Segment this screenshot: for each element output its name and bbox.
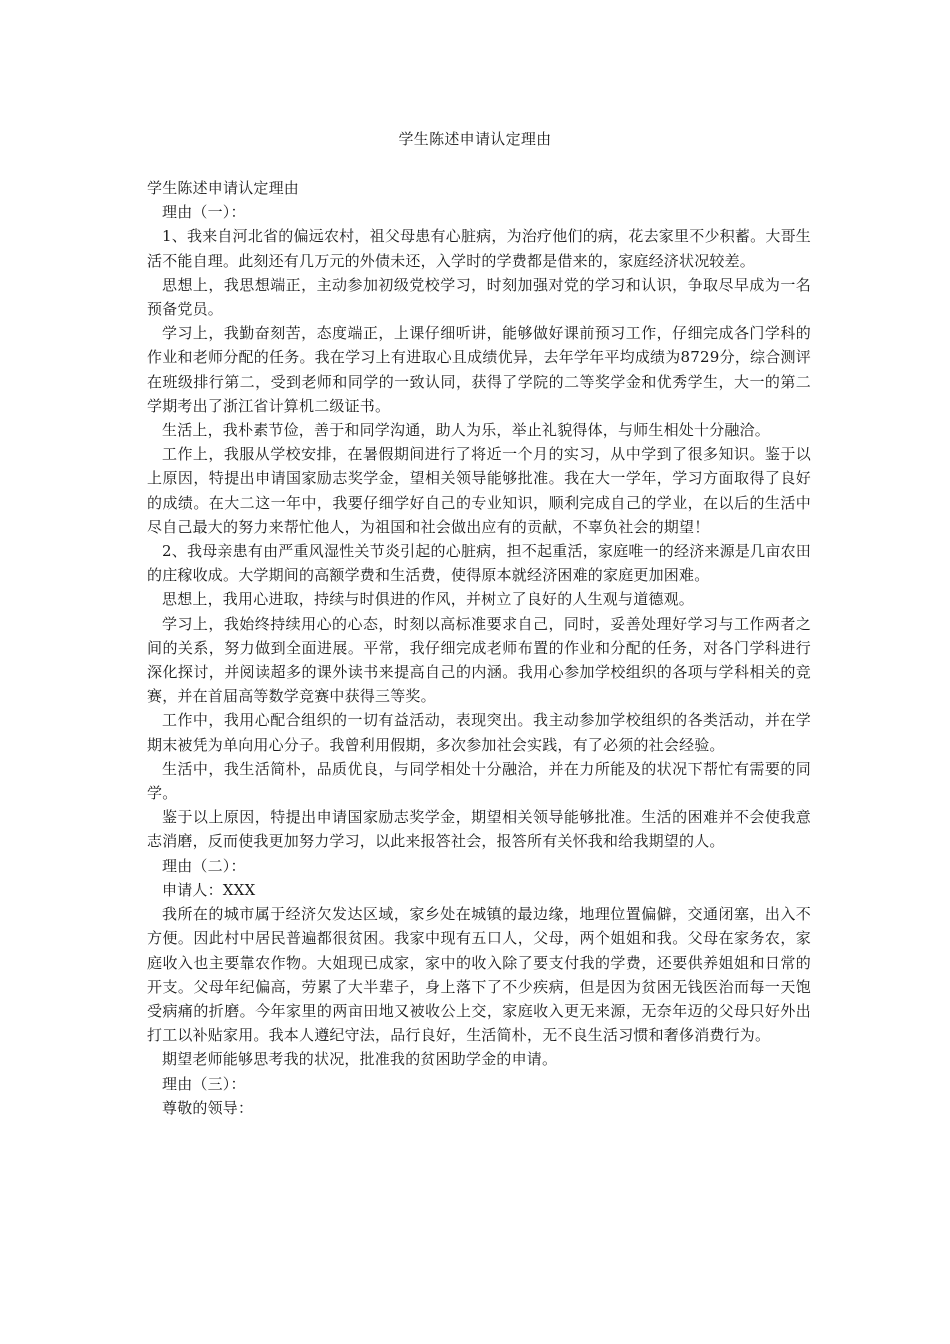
paragraph: 生活上，我朴素节俭，善于和同学沟通，助人为乐，举止礼貌得体，与师生相处十分融洽。	[162, 421, 771, 440]
paragraph: 鉴于以上原因，特提出申请国家励志奖学金，期望相关领导能够批准。生活的困难并不会使我意志消磨，反而使我更加努力学习，以此来报答社会，报答所有关怀我和给我期望的人。	[147, 808, 811, 851]
paragraph: 思想上，我用心进取，持续与时俱进的作风，并树立了良好的人生观与道德观。	[162, 590, 695, 609]
document-body	[147, 176, 811, 1120]
paragraph: 理由（三）：	[162, 1074, 246, 1093]
paragraph: 工作上，我服从学校安排，在暑假期间进行了将近一个月的实习，从中学到了很多知识。鉴于以上原因，特提出申请国家励志奖学金，望相关领导能够批准。我在大一学年，学习方面取得了良好的成绩。在大二这一年中，我要仔细学好自己的专业知识，顺利完成自己的学业，在以后的生活中尽自己最大的努力来帮忙他人，为祖国和社会做出应有的贡献，不辜负社会的期望！	[147, 445, 811, 536]
paragraph: 学生陈述申请认定理由	[147, 179, 300, 197]
paragraph: 理由（一）：	[162, 203, 246, 222]
paragraph: 生活中，我生活简朴，品质优良，与同学相处十分融洽，并在力所能及的状况下帮忙有需要的同学。	[147, 759, 811, 803]
paragraph: 申请人：XXX	[162, 880, 256, 899]
paragraph: 期望老师能够思考我的状况，批准我的贫困助学金的申请。	[162, 1050, 558, 1069]
paragraph: 工作中，我用心配合组织的一切有益活动，表现突出。我主动参加学校组织的各类活动，并在学期末被凭为单向用心分子。我曾利用假期，多次参加社会实践，有了必须的社会经验。	[147, 711, 811, 754]
paragraph: 我所在的城市属于经济欠发达区域，家乡处在城镇的最边缘，地理位置偏僻，交通闭塞，出入不方便。因此村中居民普遍都很贫困。我家中现有五口人，父母，两个姐姐和我。父母在家务农，家庭收入也主要靠农作物。大姐现已成家，家中的收入除了要支付我的学费，还要供养姐姐和日常的开支。父母年纪偏高，劳累了大半辈子，身上落下了不少疾病，但是因为贫困无钱医治而每一天饱受病痛的折磨。今年家里的两亩田地又被收公上交，家庭收入更无来源，无奈年迈的父母只好外出打工以补贴家用。我本人遵纪守法，品行良好，生活简朴，无不良生活习惯和奢侈消费行为。	[147, 905, 811, 1045]
paragraph: 思想上，我思想端正，主动参加初级党校学习，时刻加强对党的学习和认识，争取尽早成为一名预备党员。	[147, 275, 811, 319]
paragraph: 学习上，我勤奋刻苦，态度端正，上课仔细听讲，能够做好课前预习工作，仔细完成各门学科的作业和老师分配的任务。我在学习上有进取心且成绩优异，去年学年平均成绩为8729分，综合测评在班级排行第二，受到老师和同学的一致认同，获得了学院的二等奖学金和优秀学生，大一的第二学期考出了浙江省计算机二级证书。	[147, 324, 811, 415]
paragraph: 理由（二）：	[162, 856, 246, 875]
document-title: 学生陈述申请认定理由	[398, 130, 552, 148]
paragraph: 1、我来自河北省的偏远农村，祖父母患有心脏病，为治疗他们的病，花去家里不少积蓄。大哥生活不能自理。此刻还有几万元的外债未还，入学时的学费都是借来的，家庭经济状况较差。	[147, 227, 811, 270]
paragraph: 学习上，我始终持续用心的心态，时刻以高标准要求自己，同时，妥善处理好学习与工作两者之间的关系，努力做到全面进展。平常，我仔细完成老师布置的作业和分配的任务，对各门学科进行深化探讨，并阅读超多的课外读书来提高自己的内涵。我用心参加学校组织的各项与学科相关的竞赛，并在首届高等数学竞赛中获得三等奖。	[147, 614, 811, 706]
paragraph: 尊敬的领导：	[162, 1098, 254, 1117]
paragraph: 2、我母亲患有由严重风湿性关节炎引起的心脏病，担不起重活，家庭唯一的经济来源是几亩农田的庄稼收成。大学期间的高额学费和生活费，使得原本就经济困难的家庭更加困难。	[147, 542, 811, 585]
